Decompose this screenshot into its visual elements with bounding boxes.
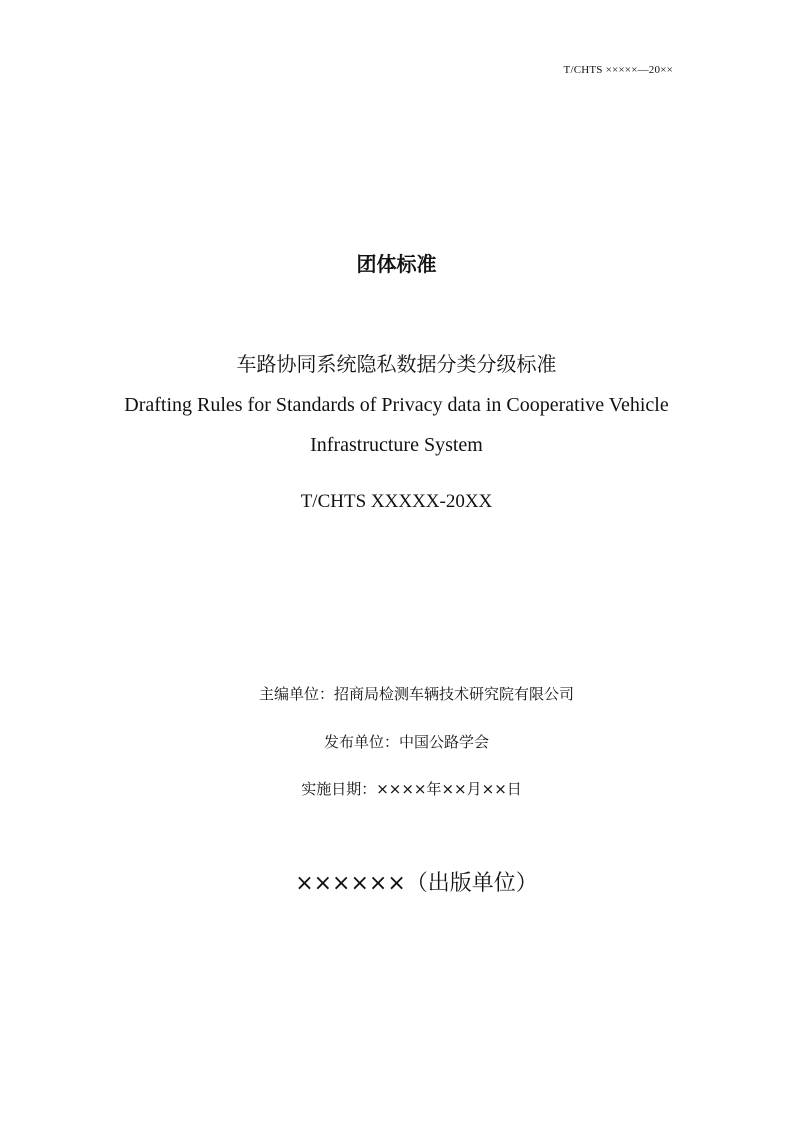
publisher-unit-label: 发布单位： xyxy=(323,733,399,751)
title-english-line-2: Infrastructure System xyxy=(310,434,483,456)
standard-number: T/CHTS XXXXX-20XX xyxy=(300,491,493,512)
editor-unit-row xyxy=(20,683,793,704)
editor-unit-label: 主编单位： xyxy=(258,685,334,703)
implementation-date-value: ××××年××月××日 xyxy=(376,780,522,798)
editor-unit-value: 招商局检测车辆技术研究院有限公司 xyxy=(334,685,575,703)
title-chinese: 车路协同系统隐私数据分类分级标准 xyxy=(236,352,557,376)
publisher-unit-row xyxy=(10,731,793,752)
header-standard-code: T/CHTS ×××××—20×× xyxy=(563,64,673,76)
publishing-unit: ××××××（出版单位） xyxy=(295,871,538,896)
document-category: 团体标准 xyxy=(356,252,437,276)
implementation-date-label: 实施日期： xyxy=(301,780,377,798)
implementation-date-row xyxy=(15,778,793,799)
publisher-unit-value: 中国公路学会 xyxy=(399,733,490,751)
title-english-line-1: Drafting Rules for Standards of Privacy data in Cooperative Vehicle xyxy=(124,394,669,416)
